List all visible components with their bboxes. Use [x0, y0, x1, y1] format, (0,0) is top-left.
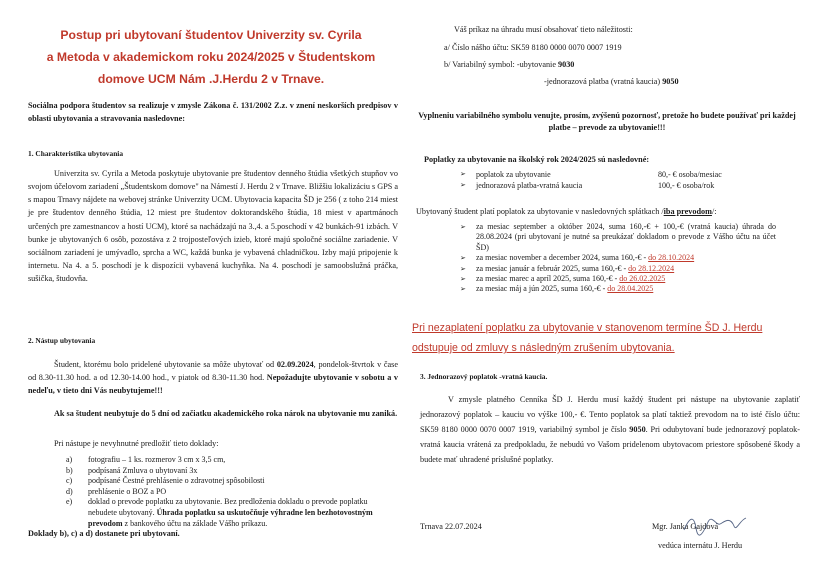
intro-paragraph: Sociálna podpora študentov sa realizuje v zmysle Zákona č. 131/2002 Z.z. v znení neskorších predpisov v oblasti ubytovania a stravovania nasledovne: [28, 101, 398, 123]
section3-heading: 3. Jednorazový poplatok -vratná kaucia. [420, 372, 548, 381]
fees-list [460, 169, 780, 191]
document-item: b) podpísaná Zmluva o ubytovaní 3x [66, 465, 198, 475]
weekend-notice: Nepožadujte ubytovanie v sobotu a v nedeľu, v tieto dni Vás neubytujeme!!! [28, 373, 399, 395]
non-payment-warning: Pri nezaplatení poplatku za ubytovanie v stanovenom termíne ŠD J. Herdu odstupuje od zmluvy s následným zrušením ubytovania. [412, 322, 763, 354]
fees-heading: Poplatky za ubytovanie na školský rok 2024/2025 sú nasledovné: [424, 155, 650, 164]
arrow-bullet-icon: ➢ [460, 254, 466, 263]
arrow-bullet-icon: ➢ [460, 285, 466, 294]
installments-intro: Ubytovaný študent platí poplatok za ubytovanie v nasledovných splátkach /iba prevodom/: [416, 207, 717, 216]
arrow-bullet-icon: ➢ [460, 170, 466, 178]
transfer-only-emphasis: iba prevodom [663, 207, 712, 216]
arrow-bullet-icon: ➢ [460, 181, 466, 189]
installment-item: ➢ za mesiac január a február 2025, suma 160,-€ - do 28.12.2024 [460, 263, 675, 273]
title-line-1: Postup pri ubytovaní študentov Univerzity sv. Cyrila [60, 28, 362, 42]
documents-intro: Pri nástupe je nevyhnutné predložiť tieto doklady: [54, 439, 219, 448]
installment-item: ➢ za mesiac september a október 2024, suma 160,-€ + 100,-€ (vratná kaucia) úhrada do 28.08.2024 (pri ubytovaní je nutné sa preukázať dokladom o prevode z Vášho účtu na účet ŠD) [460, 222, 776, 252]
section3-text: V zmysle platného Cenníka ŠD J. Herdu musí každý študent pri nástupe na ubytovanie zaplatiť jednorazový poplatok – kauciu vo výške 100,- €. Tento poplatok sa platí taktiež prevodom na to isté číslo účtu: SK59 8180 0000 0070 0007 1919, variabilný symbol je číslo 9050. Pri odubytovaní bude jednorazový poplatok- vratná kaucia vrátená za predpokladu, že nebudú vo Vašom pridelenom ubytovacom priestore spôsobené škody a budete mať uhradené príslušné poplatky. [420, 395, 800, 464]
documents-closing: Doklady b), c) a d) dostanete pri ubytovaní. [28, 529, 180, 538]
section1-heading: 1. Charakteristika ubytovania [28, 149, 124, 158]
section2-paragraph-2: Ak sa študent neubytuje do 5 dní od začiatku akademického roka nárok na ubytovanie mu zaniká. [54, 409, 398, 418]
installment-item: ➢ za mesiac marec a apríl 2025, suma 160,-€ - do 26.02.2025 [460, 274, 666, 284]
section2-paragraph-1 [28, 358, 398, 397]
installments-list [460, 222, 776, 295]
title-line-2: a Metoda v akademickom roku 2024/2025 v Študentskom [46, 50, 376, 64]
place-and-date: Trnava 22.07.2024 [420, 522, 482, 531]
signer-title: vedúca internátu J. Herdu [658, 541, 743, 550]
arrow-bullet-icon: ➢ [460, 264, 466, 273]
document-item: c) podpísané Čestné prehlásenie o zdravotnej spôsobilosti [66, 476, 265, 486]
arrival-text: Študent, ktorému bolo pridelené ubytovanie sa môže ubytovať od [54, 360, 277, 369]
section2-heading: 2. Nástup ubytovania [28, 336, 96, 345]
title-line-3: domove UCM Nám .J.Herdu 2 v Trnave. [97, 72, 325, 86]
office-hours-text: , pondelok-štvrtok v čase od 8.30-11.30 hod. a od 12.30-14.00 hod., v piatok od 8.30-11.30 hod. [28, 360, 398, 382]
transfer-only-notice: Úhrada poplatku sa uskutočňuje výhradne len bezhotovostným prevodom [88, 507, 373, 528]
arrow-bullet-icon: ➢ [460, 223, 466, 231]
signer-name: Mgr. Janka Gajdová [652, 522, 719, 531]
fee-item: ➢ jednorazová platba-vratná kaucia 100,- € osoba/rok [460, 181, 715, 190]
document-item: d) prehlásenie o BOZ a PO [66, 486, 167, 496]
payment-order-heading: Váš príkaz na úhradu musí obsahovať tieto náležitosti: [454, 25, 633, 34]
installment-item: ➢ za mesiac máj a jún 2025, suma 160,-€ - do 28.04.2025 [460, 284, 654, 294]
handwritten-signature [680, 512, 750, 538]
document-item: a) fotografiu – 1 ks. rozmerov 3 cm x 3,5 cm, [66, 455, 226, 464]
document-title [22, 24, 400, 90]
arrow-bullet-icon: ➢ [460, 275, 466, 284]
document-item: e) doklad o prevode poplatku za ubytovanie. Bez predloženia dokladu o prevode poplatku nebudete ubytovaný. Úhrada poplatku sa uskutočňuje výhradne len bezhotovostným prevodom z bankového účtu na základe Vášho príkazu. [66, 497, 373, 528]
arrival-date: 02.09.2024 [276, 360, 314, 369]
variable-symbol-deposit: -jednorazová platba (vratná kaucia) 9050 [544, 77, 679, 86]
fee-item: ➢ poplatok za ubytovanie 80,- € osoba/mesiac [460, 170, 722, 179]
installment-item: ➢ za mesiac november a december 2024, suma 160,-€ - do 28.10.2024 [460, 253, 695, 263]
bank-account: a/ Číslo nášho účtu: SK59 8180 0000 0070 0007 1919 [444, 43, 622, 52]
variable-symbol-notice: Vyplneniu variabilného symbolu venujte, prosím, zvýšenú pozornosť, pretože ho budete používať pri každej platbe – prevode za ubytovanie!!! [418, 111, 796, 132]
section1-text: Univerzita sv. Cyrila a Metoda poskytuje ubytovanie pre študentov denného štúdia všetkých stupňov vo svojom účelovom zariadení „Študentskom domove" na Námestí J. Herdu 2 v Trnave. Bližšiu lokalizáciu s GPS a s mapou Trnavy nájdete na webovej stránke Univerzity UCM. Ubytovacia kapacita ŠD je 256 ( z toho 214 miest je pre študentov denného štúdia, 12 miest pre študentov doktorandského štúdia, 18 miest v apartmánoch určených pre zamestnancov a hostí UCM), ktoré sa nachádzajú na 3.,4. a 5.poschodí v 42 bunkách-91 izbách. V bunke je ubytovaných 6 osôb, pozostáva z 2 trojposteľových izieb, ktoré majú spoločné sociálne zariadenie. V sociálnom zariadení je umývadlo, sprcha a WC, každá bunka je vybavená chladničkou. Izby majú pripojenie k internetu. Na 4. a 5. poschodí je k dispozícii vybavená kuchyňka. Na 4. poschodí je samoobslužná práčka, sušička, študovňa. [28, 169, 398, 284]
variable-symbol-accommodation: b/ Variabilný symbol: -ubytovanie 9030 [444, 60, 575, 69]
required-documents-list [66, 455, 388, 529]
